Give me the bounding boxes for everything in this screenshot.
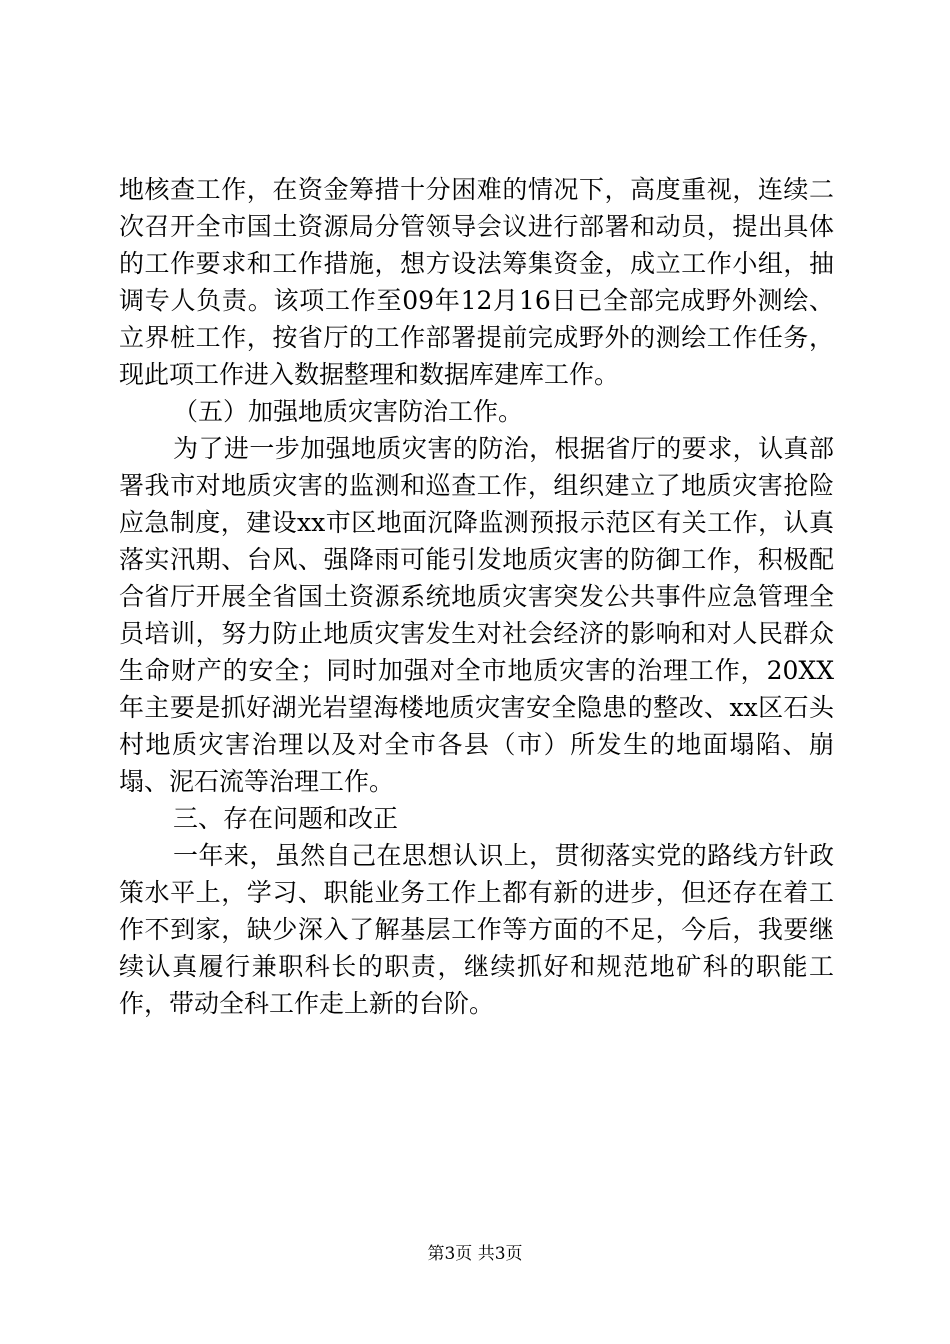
paragraph-geohazard: 为了进一步加强地质灾害的防治，根据省厅的要求，认真部署我市对地质灾害的监测和巡查工作，组织建立了地质灾害抢险应急制度，建设xx市区地面沉降监测预报示范区有关工作，认真落实汛期、台风、强降雨可能引发地质灾害的防御工作，积极配合省厅开展全省国土资源系统地质灾害突发公共事件应急管理全员培训，努力防止地质灾害发生对社会经济的影响和对人民群众生命财产的安全；同时加强对全市地质灾害的治理工作，20XX年主要是抓好湖光岩望海楼地质灾害安全隐患的整改、xx区石头村地质灾害治理以及对全市各县（市）所发生的地面塌陷、崩塌、泥石流等治理工作。 xyxy=(119,434,834,796)
section-heading-geohazard: （五）加强地质灾害防治工作。 xyxy=(173,397,524,426)
section-heading-problems: 三、存在问题和改正 xyxy=(173,804,399,833)
document-body xyxy=(119,171,834,1022)
paragraph-continuation: 地核查工作，在资金筹措十分困难的情况下，高度重视，连续二次召开全市国土资源局分管领导会议进行部署和动员，提出具体的工作要求和工作措施，想方设法筹集资金，成立工作小组，抽调专人负责。该项工作至09年12月16日已全部完成野外测绘、立界桩工作，按省厅的工作部署提前完成野外的测绘工作任务，现此项工作进入数据整理和数据库建库工作。 xyxy=(119,175,834,389)
page-number-label: 第3页 共3页 xyxy=(427,1244,523,1264)
page-footer xyxy=(0,1242,950,1266)
paragraph-problems: 一年来，虽然自己在思想认识上，贯彻落实党的路线方针政策水平上，学习、职能业务工作上都有新的进步，但还存在着工作不到家，缺少深入了解基层工作等方面的不足，今后，我要继续认真履行兼职科长的职责，继续抓好和规范地矿科的职能工作，带动全科工作走上新的台阶。 xyxy=(119,841,834,1018)
